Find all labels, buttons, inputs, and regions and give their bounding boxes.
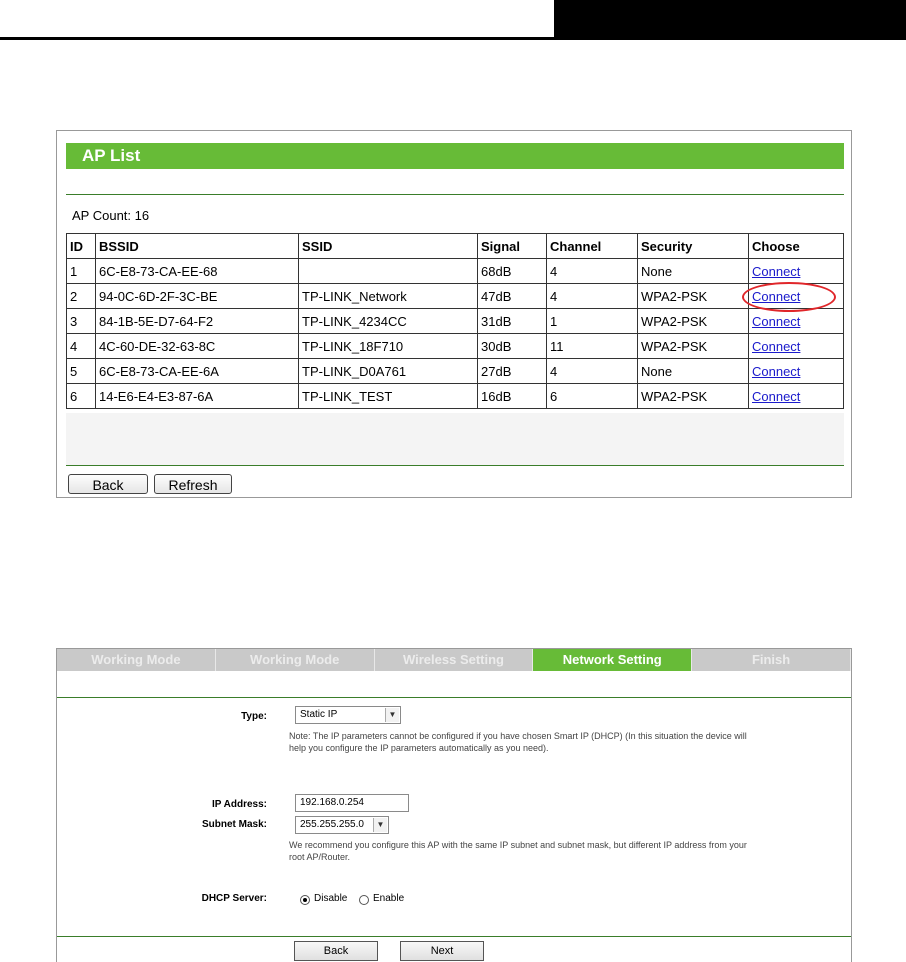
type-note: Note: The IP parameters cannot be configured if you have chosen Smart IP (DHCP) (In this situation the device will help you configure the IP parameters automatically as you need). bbox=[289, 731, 747, 753]
cell-security: None bbox=[638, 259, 749, 284]
cell-ssid: TP-LINK_18F710 bbox=[299, 334, 478, 359]
table-row bbox=[67, 334, 844, 359]
dhcp-disable-label: Disable bbox=[314, 893, 348, 904]
table-header-row bbox=[67, 234, 844, 259]
cell-ssid bbox=[299, 259, 478, 284]
type-label: Type: bbox=[241, 711, 267, 722]
cell-id: 6 bbox=[67, 384, 96, 409]
header-black-block bbox=[554, 0, 906, 40]
cell-signal: 16dB bbox=[478, 384, 547, 409]
cell-ssid: TP-LINK_4234CC bbox=[299, 309, 478, 334]
column-header: BSSID bbox=[96, 234, 299, 259]
cell-bssid: 4C-60-DE-32-63-8C bbox=[96, 334, 299, 359]
wizard-tabs bbox=[57, 649, 851, 671]
table-row bbox=[67, 359, 844, 384]
dhcp-disable-radio[interactable] bbox=[300, 895, 310, 905]
table-row bbox=[67, 284, 844, 309]
back-button[interactable]: Back bbox=[68, 474, 148, 494]
cell-bssid: 6C-E8-73-CA-EE-68 bbox=[96, 259, 299, 284]
cell-security: WPA2-PSK bbox=[638, 309, 749, 334]
divider bbox=[57, 697, 851, 698]
column-header: SSID bbox=[299, 234, 478, 259]
chevron-down-icon: ▼ bbox=[373, 818, 387, 832]
ip-address-input[interactable]: 192.168.0.254 bbox=[295, 794, 409, 812]
type-select[interactable] bbox=[295, 706, 401, 724]
dhcp-enable-radio[interactable] bbox=[359, 895, 369, 905]
dhcp-enable-label: Enable bbox=[373, 893, 405, 904]
cell-signal: 47dB bbox=[478, 284, 547, 309]
connect-link[interactable]: Connect bbox=[749, 284, 844, 309]
cell-id: 3 bbox=[67, 309, 96, 334]
cell-channel: 4 bbox=[547, 259, 638, 284]
column-header: Signal bbox=[478, 234, 547, 259]
column-header: Channel bbox=[547, 234, 638, 259]
cell-channel: 6 bbox=[547, 384, 638, 409]
divider bbox=[66, 465, 844, 466]
cell-signal: 31dB bbox=[478, 309, 547, 334]
ap-list-panel bbox=[56, 130, 852, 498]
tab-wireless-setting: Wireless Setting bbox=[375, 649, 534, 671]
network-setting-panel bbox=[56, 648, 852, 962]
refresh-button[interactable]: Refresh bbox=[154, 474, 232, 494]
connect-link[interactable]: Connect bbox=[749, 384, 844, 409]
chevron-down-icon: ▼ bbox=[385, 708, 399, 722]
back-button[interactable]: Back bbox=[294, 941, 378, 961]
cell-id: 1 bbox=[67, 259, 96, 284]
dhcp-server-label: DHCP Server: bbox=[201, 893, 267, 904]
cell-security: WPA2-PSK bbox=[638, 384, 749, 409]
table-row bbox=[67, 259, 844, 284]
cell-bssid: 84-1B-5E-D7-64-F2 bbox=[96, 309, 299, 334]
cell-security: WPA2-PSK bbox=[638, 334, 749, 359]
cell-ssid: TP-LINK_D0A761 bbox=[299, 359, 478, 384]
connect-link[interactable]: Connect bbox=[749, 309, 844, 334]
cell-id: 5 bbox=[67, 359, 96, 384]
column-header: Security bbox=[638, 234, 749, 259]
subnet-mask-note: We recommend you configure this AP with the same IP subnet and subnet mask, but different IP address from your root AP/Router. bbox=[289, 840, 747, 862]
next-button[interactable]: Next bbox=[400, 941, 484, 961]
tab-finish: Finish bbox=[692, 649, 851, 671]
cell-signal: 68dB bbox=[478, 259, 547, 284]
ap-table bbox=[66, 233, 844, 409]
cell-signal: 27dB bbox=[478, 359, 547, 384]
cell-security: WPA2-PSK bbox=[638, 284, 749, 309]
table-row bbox=[67, 384, 844, 409]
cell-channel: 4 bbox=[547, 359, 638, 384]
cell-ssid: TP-LINK_Network bbox=[299, 284, 478, 309]
cell-channel: 4 bbox=[547, 284, 638, 309]
cell-bssid: 14-E6-E4-E3-87-6A bbox=[96, 384, 299, 409]
header-rule bbox=[0, 37, 906, 40]
cell-ssid: TP-LINK_TEST bbox=[299, 384, 478, 409]
cell-bssid: 94-0C-6D-2F-3C-BE bbox=[96, 284, 299, 309]
tab-working-mode-2: Working Mode bbox=[216, 649, 375, 671]
ap-list-title: AP List bbox=[66, 143, 844, 169]
cell-bssid: 6C-E8-73-CA-EE-6A bbox=[96, 359, 299, 384]
cell-id: 2 bbox=[67, 284, 96, 309]
subnet-mask-value: 255.255.255.0 bbox=[300, 819, 364, 830]
connect-link[interactable]: Connect bbox=[749, 334, 844, 359]
cell-channel: 11 bbox=[547, 334, 638, 359]
cell-id: 4 bbox=[67, 334, 96, 359]
subnet-mask-label: Subnet Mask: bbox=[201, 819, 267, 830]
type-select-value: Static IP bbox=[300, 709, 338, 720]
divider bbox=[57, 936, 851, 937]
table-empty-area bbox=[66, 413, 844, 465]
highlight-oval bbox=[742, 282, 836, 312]
column-header: Choose bbox=[749, 234, 844, 259]
ap-count: AP Count: 16 bbox=[72, 208, 150, 223]
cell-channel: 1 bbox=[547, 309, 638, 334]
cell-security: None bbox=[638, 359, 749, 384]
table-row bbox=[67, 309, 844, 334]
cell-signal: 30dB bbox=[478, 334, 547, 359]
column-header: ID bbox=[67, 234, 96, 259]
connect-link[interactable]: Connect bbox=[749, 259, 844, 284]
ip-address-label: IP Address: bbox=[211, 799, 267, 810]
tab-network-setting: Network Setting bbox=[533, 649, 692, 671]
connect-link[interactable]: Connect bbox=[749, 359, 844, 384]
subnet-mask-select[interactable] bbox=[295, 816, 389, 834]
tab-working-mode: Working Mode bbox=[57, 649, 216, 671]
divider bbox=[66, 194, 844, 195]
